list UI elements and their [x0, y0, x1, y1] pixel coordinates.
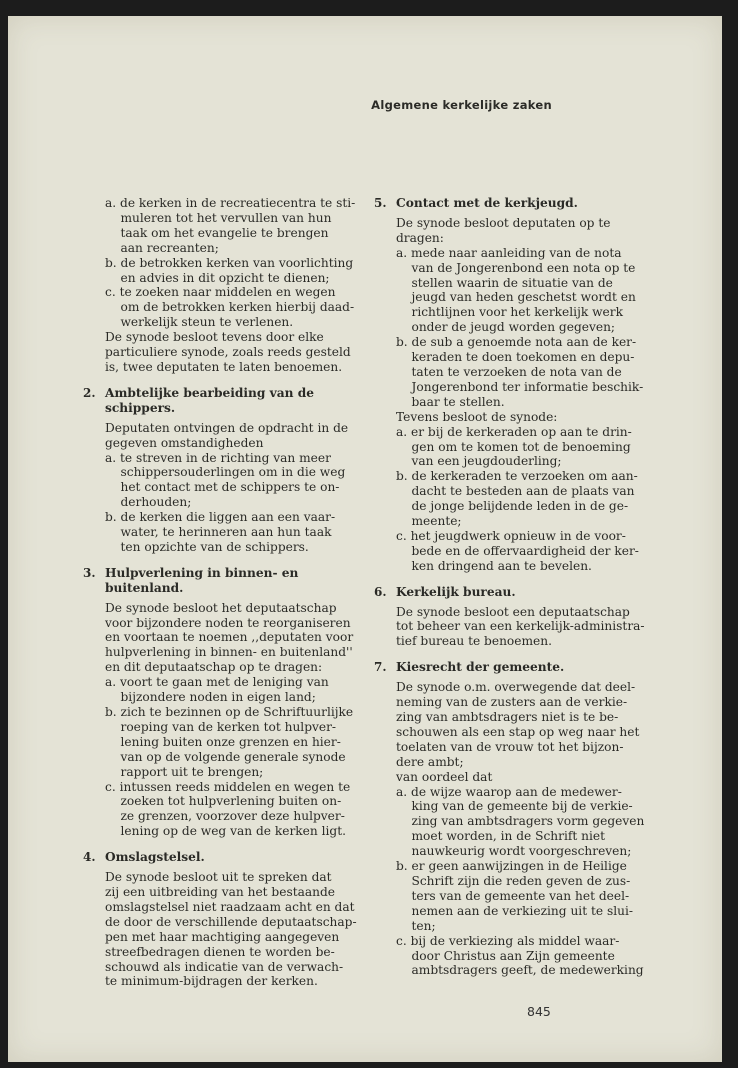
text-line: stellen waarin de situatie van de: [396, 275, 613, 290]
section-number: 4.: [83, 850, 96, 865]
text-line: c. intussen reeds middelen en wegen te: [105, 779, 351, 794]
text-line: zing van ambtsdragers niet is te be-: [396, 710, 619, 724]
text-line: lening buiten onze grenzen en hier-: [105, 734, 341, 749]
text-line: muleren tot het vervullen van hun: [105, 210, 332, 225]
text-line: zij een uitbreiding van het bestaande: [105, 884, 335, 899]
text-line: Schrift zijn die reden geven de zus-: [396, 873, 631, 888]
section-5: [374, 196, 644, 574]
text-line: De synode besloot uit te spreken dat: [105, 870, 332, 885]
text-line: meente;: [396, 514, 462, 529]
section-6: [374, 584, 645, 650]
text-line: Tevens besloot de synode:: [396, 409, 558, 424]
text-line: lening op de weg van de kerken ligt.: [105, 824, 346, 839]
text-line: ze grenzen, voorzover deze hulpver-: [105, 809, 345, 824]
section-number: 6.: [374, 584, 387, 599]
text-line: Jongerenbond ter informatie beschik-: [396, 379, 644, 394]
text-line: Deputaten ontvingen de opdracht in de: [105, 420, 349, 435]
running-header: Algemene kerkelijke zaken: [371, 98, 552, 112]
text-line: dere ambt;: [396, 754, 464, 769]
text-line: tief bureau te benoemen.: [396, 634, 552, 649]
text-line: en advies in dit opzicht te dienen;: [105, 270, 330, 285]
text-line: b. de betrokken kerken van voorlichting: [105, 255, 354, 270]
text-line: De synode besloot het deputaatschap: [105, 600, 337, 615]
text-line: is, twee deputaten te laten benoemen.: [105, 359, 343, 374]
text-line: b. de kerkeraden te verzoeken om aan-: [396, 469, 638, 484]
text-line: water, te herinneren aan hun taak: [105, 525, 332, 540]
text-line: baar te stellen.: [396, 394, 505, 409]
text-line: schouwd als indicatie van de verwach-: [105, 959, 344, 974]
text-line: richtlijnen voor het kerkelijk werk: [396, 305, 623, 320]
section-number: 5.: [374, 196, 387, 210]
text-line: derhouden;: [105, 495, 192, 510]
left-column: [83, 196, 357, 989]
text-line: b. de kerken die liggen aan een vaar-: [105, 510, 336, 525]
text-line: zing van ambtsdragers vorm gegeven: [396, 814, 645, 829]
section-title: Omslagstelsel.: [105, 850, 205, 865]
text-line: taten te verzoeken de nota van de: [396, 364, 622, 379]
right-column: [374, 196, 645, 978]
text-line: jeugd van heden geschetst wordt en: [396, 290, 636, 305]
text-line: rapport uit te brengen;: [105, 764, 264, 779]
text-line: De synode besloot deputaten op te: [396, 215, 611, 230]
text-line: ken dringend aan te bevelen.: [396, 558, 592, 573]
section-number: 3.: [83, 565, 96, 580]
text-line: werkelijk steun te verlenen.: [105, 315, 294, 330]
text-line: b. er geen aanwijzingen in de Heilige: [396, 859, 627, 874]
text-line: de door de verschillende deputaatschap-: [105, 914, 357, 929]
text-line: van oordeel dat: [396, 769, 493, 784]
text-line: ten;: [396, 918, 436, 933]
text-line: schippersouderlingen om in die weg: [105, 465, 346, 480]
text-line: ters van de gemeente van het deel-: [396, 888, 630, 903]
text-line: particuliere synode, zoals reeds gesteld: [105, 345, 351, 360]
text-line: keraden te doen toekomen en depu-: [396, 350, 635, 365]
text-line: b. zich te bezinnen op de Schriftuurlijke: [105, 705, 354, 719]
text-line: zoeken tot hulpverlening buiten on-: [105, 794, 342, 809]
text-line: king van de gemeente bij de verkie-: [396, 799, 633, 814]
text-line: de jonge belijdende leden in de ge-: [396, 499, 629, 514]
section-title: Contact met de kerkjeugd.: [396, 196, 578, 210]
text-line: a. voort te gaan met de leniging van: [105, 675, 329, 690]
text-line: te minimum-bijdragen der kerken.: [105, 974, 318, 989]
section-number: 7.: [374, 660, 387, 675]
section-3: [83, 565, 354, 839]
text-line: De synode besloot een deputaatschap: [396, 604, 630, 619]
text-line: onder de jeugd worden gegeven;: [396, 320, 616, 335]
section-title: Ambtelijke bearbeiding van de schippers.: [105, 385, 315, 415]
text-line: a. te streven in de richting van meer: [105, 450, 331, 465]
text-line: c. te zoeken naar middelen en wegen: [105, 285, 336, 300]
text-line: neming van de zusters aan de verkie-: [396, 695, 628, 710]
text-line: om de betrokken kerken hierbij daad-: [105, 300, 355, 315]
text-line: nemen aan de verkiezing uit te slui-: [396, 903, 633, 918]
section-number: 2.: [83, 385, 96, 400]
text-line: bede en de offervaardigheid der ker-: [396, 543, 639, 558]
text-line: en voortaan te noemen ,,deputaten voor: [105, 630, 354, 645]
text-line: dragen:: [396, 230, 444, 245]
text-line: toelaten van de vrouw tot het bijzon-: [396, 739, 624, 754]
text-line: a. de kerken in de recreatiecentra te sti-: [105, 196, 356, 210]
text-line: gen om te komen tot de benoeming: [396, 439, 631, 454]
text-line: c. het jeugdwerk opnieuw in de voor-: [396, 528, 626, 543]
text-line: voor bijzondere noden te reorganiseren: [105, 615, 351, 630]
text-line: c. bij de verkiezing als middel waar-: [396, 933, 620, 948]
text-line: De synode besloot tevens door elke: [105, 330, 324, 345]
section-title: Kiesrecht der gemeente.: [396, 660, 565, 675]
text-line: en dit deputaatschap op te dragen:: [105, 660, 323, 675]
section-2: [83, 385, 349, 555]
text-line: aan recreanten;: [105, 240, 219, 255]
intro-block: [105, 196, 356, 375]
text-line: van een jeugdouderling;: [396, 454, 562, 469]
section-4: [83, 850, 357, 989]
text-line: ten opzichte van de schippers.: [105, 539, 309, 554]
text-line: door Christus aan Zijn gemeente: [396, 948, 615, 963]
text-line: bijzondere noden in eigen land;: [105, 690, 316, 705]
text-line: a. mede naar aanleiding van de nota: [396, 245, 622, 260]
text-line: dacht te besteden aan de plaats van: [396, 484, 635, 499]
section-title: Kerkelijk bureau.: [396, 584, 516, 599]
section-7: [374, 660, 645, 978]
text-line: het contact met de schippers te on-: [105, 480, 340, 495]
text-line: schouwen als een stap op weg naar het: [396, 724, 640, 739]
text-line: ambtsdragers geeft, de medewerking: [396, 963, 644, 978]
text-line: tot beheer van een kerkelijk-administra-: [396, 619, 645, 634]
text-line: omslagstelsel niet raadzaam acht en dat: [105, 899, 355, 914]
text-line: b. de sub a genoemde nota aan de ker-: [396, 335, 637, 350]
text-line: roeping van de kerken tot hulpver-: [105, 719, 337, 734]
text-line: van de Jongerenbond een nota op te: [396, 260, 636, 275]
text-line: a. de wijze waarop aan de medewer-: [396, 784, 622, 799]
text-line: De synode o.m. overwegende dat deel-: [396, 680, 636, 695]
text-line: a. er bij de kerkeraden op aan te drin-: [396, 424, 632, 439]
page-number: 845: [527, 1004, 551, 1019]
text-line: nauwkeurig wordt voorgeschreven;: [396, 844, 632, 859]
text-line: moet worden, in de Schrift niet: [396, 829, 605, 844]
text-line: gegeven omstandigheden: [105, 435, 264, 450]
document-page: [8, 16, 722, 1062]
text-line: streefbedragen dienen te worden be-: [105, 944, 335, 959]
text-line: pen met haar machtiging aangegeven: [105, 929, 340, 944]
text-line: taak om het evangelie te brengen: [105, 225, 329, 240]
section-title: Hulpverlening in binnen- en buitenland.: [105, 565, 299, 595]
text-line: hulpverlening in binnen- en buitenland'': [105, 645, 353, 660]
text-line: van op de volgende generale synode: [105, 749, 346, 764]
